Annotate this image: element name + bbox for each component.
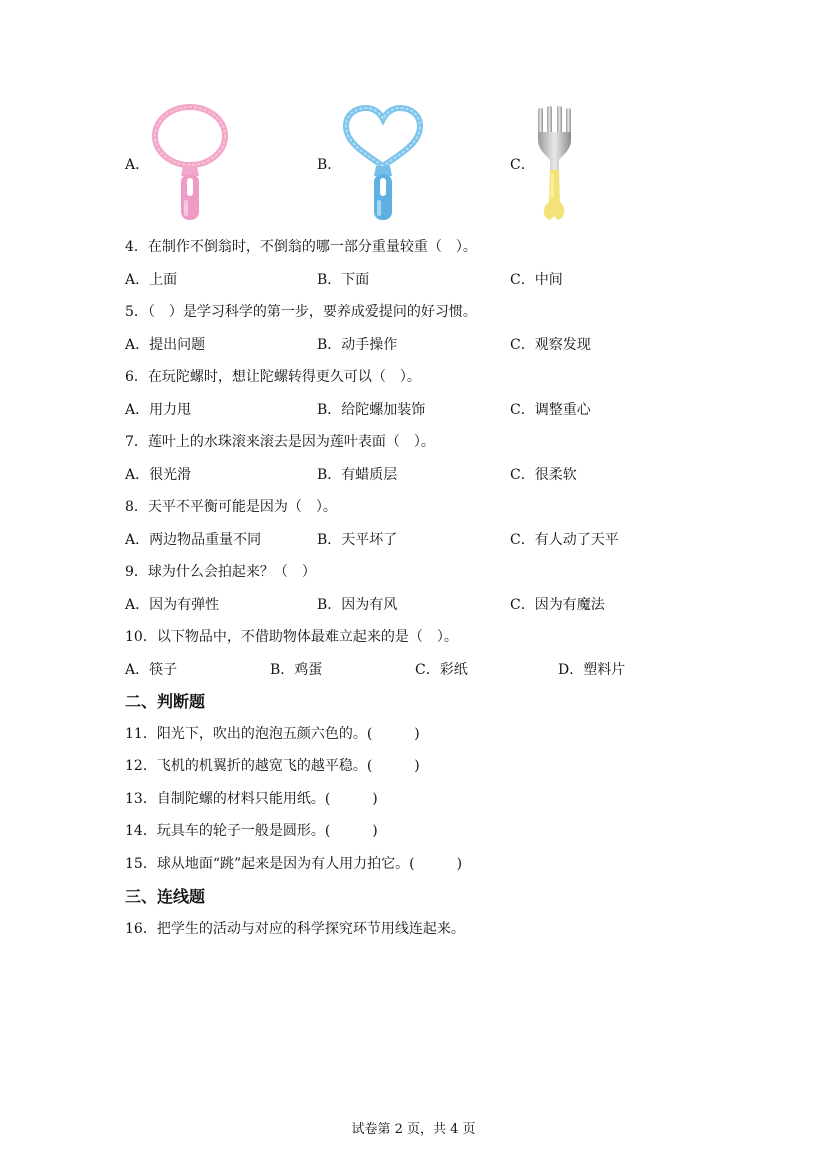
judgment-item-12: 12．飞机的机翼折的越宽飞的越平稳。( ) (125, 758, 420, 774)
question-5-stem: 5．（ ）是学习科学的第一步，要养成爱提问的好习惯。 (125, 304, 477, 320)
question-8-option-b: B．天平坏了 (317, 532, 398, 548)
question-8-option-c: C．有人动了天平 (510, 532, 619, 548)
question-10-option-b: B．鸡蛋 (270, 662, 323, 678)
question-9-option-c: C．因为有魔法 (510, 597, 605, 613)
judgment-item-15: 15．球从地面“跳”起来是因为有人用力拍它。( ) (125, 856, 463, 872)
option-c-letter: C． (510, 157, 535, 173)
question-9-stem: 9．球为什么会拍起来？（ ） (125, 564, 316, 580)
question-4-stem: 4．在制作不倒翁时，不倒翁的哪一部分重量较重（ ）。 (125, 239, 477, 255)
option-a-letter: A． (125, 157, 150, 173)
question-9-option-a: A．因为有弹性 (125, 597, 220, 613)
question-7-option-b: B．有蜡质层 (317, 467, 398, 483)
page-footer: 试卷第 2 页，共 4 页 (351, 1122, 476, 1137)
question-4-option-c: C．中间 (510, 272, 563, 288)
question-6-option-b: B．给陀螺加装饰 (317, 402, 426, 418)
question-10-option-d: D．塑料片 (558, 662, 626, 678)
question-8-option-a: A．两边物品重量不同 (125, 532, 262, 548)
question-8-stem: 8．天平不平衡可能是因为（ ）。 (125, 499, 337, 515)
blue-heart-bubble-wand-icon (340, 104, 426, 226)
judgment-item-13: 13．自制陀螺的材料只能用纸。( ) (125, 791, 378, 807)
question-10-option-c: C．彩纸 (415, 662, 468, 678)
question-9-option-b: B．因为有风 (317, 597, 398, 613)
question-5-option-b: B．动手操作 (317, 337, 398, 353)
question-6-option-a: A．用力甩 (125, 402, 192, 418)
question-7-option-a: A．很光滑 (125, 467, 192, 483)
option-b-letter: B． (317, 157, 342, 173)
matching-item-16: 16．把学生的活动与对应的科学探究环节用线连起来。 (125, 921, 465, 937)
section-title-matching: 三、连线题 (125, 887, 206, 906)
judgment-item-11: 11．阳光下，吹出的泡泡五颜六色的。( ) (125, 726, 420, 742)
question-10-stem: 10．以下物品中，不借助物体最难立起来的是（ ）。 (125, 629, 458, 645)
pink-round-bubble-wand-icon (150, 104, 230, 226)
judgment-item-14: 14．玩具车的轮子一般是圆形。( ) (125, 823, 378, 839)
question-7-stem: 7．莲叶上的水珠滚来滚去是因为莲叶表面（ ）。 (125, 434, 435, 450)
question-4-option-a: A．上面 (125, 272, 178, 288)
question-7-option-c: C．很柔软 (510, 467, 577, 483)
question-4-option-b: B．下面 (317, 272, 370, 288)
section-title-judgment: 二、判断题 (125, 692, 206, 711)
question-6-option-c: C．调整重心 (510, 402, 591, 418)
question-6-stem: 6．在玩陀螺时，想让陀螺转得更久可以（ ）。 (125, 369, 421, 385)
silver-fork-icon (532, 106, 578, 224)
question-5-option-c: C．观察发现 (510, 337, 591, 353)
question-10-option-a: A．筷子 (125, 662, 178, 678)
question-5-option-a: A．提出问题 (125, 337, 206, 353)
